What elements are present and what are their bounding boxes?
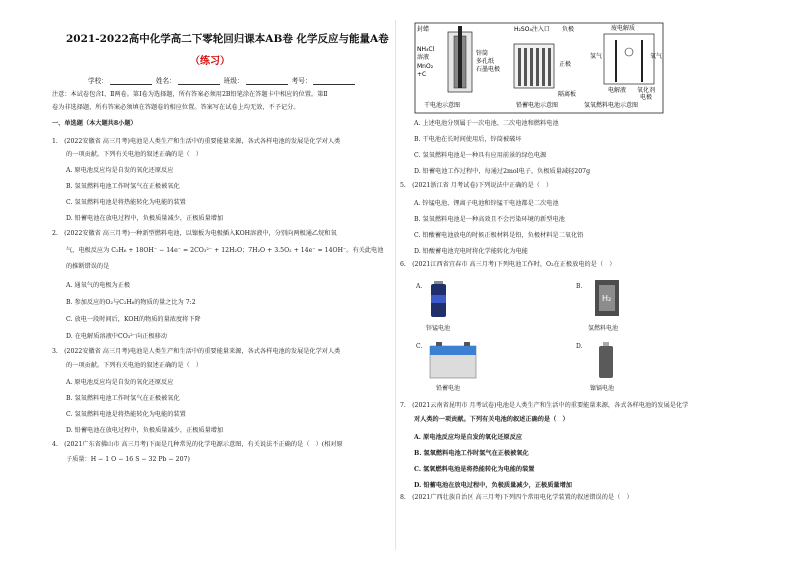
page-subtitle: （练习） bbox=[190, 56, 230, 67]
q7-stem-2: 对人类的一项贡献。下列有关电池的叙述正确的是（ ） bbox=[414, 416, 569, 423]
q1-option-d[interactable]: D. 铅蓄电池在放电过程中，负极质量减少，正极质量增加 bbox=[66, 215, 224, 222]
lead-label-separator: 隔离板 bbox=[558, 91, 577, 98]
exam-no-label: 考号： bbox=[291, 77, 312, 85]
q5-option-c[interactable]: C. 铅酸蓄电池放电的时候正极材料是铅，负极材料是二氧化铅 bbox=[414, 232, 584, 239]
fuel-label-o2: 氧气 bbox=[650, 53, 663, 60]
q6-stem: 6. (2021江西省宜春市 高三月考)下列电池工作时，O₂在正极放电的是（ ） bbox=[400, 261, 616, 268]
q1-option-c[interactable]: C. 氢氧燃料电池是将热能转化为电能的装置 bbox=[66, 199, 186, 206]
fuel-cell-diagram bbox=[584, 24, 662, 109]
q3-option-b[interactable]: B. 氢氧燃料电池工作时氢气在正极被氧化 bbox=[66, 395, 180, 402]
q6-option-c-letter[interactable]: C. bbox=[416, 343, 423, 350]
q6-option-d-letter[interactable]: D. bbox=[576, 343, 583, 350]
q1-option-a[interactable]: A. 原电池反应均是自发的氧化还原反应 bbox=[66, 167, 174, 174]
q5-option-d[interactable]: D. 铅酸蓄电池充电时将化学能转化为电能 bbox=[414, 248, 528, 255]
q3-stem-2: 的一项贡献。下列有关电池的叙述正确的是（ ） bbox=[66, 362, 203, 369]
dry-label-zinc: 锌筒 bbox=[476, 50, 489, 57]
q2-option-a[interactable]: A. 通氧气的电极为正极 bbox=[66, 282, 131, 289]
q5-option-a[interactable]: A. 锌锰电池、锂离子电池和锌锰干电池都是二次电池 bbox=[414, 200, 559, 207]
column-divider bbox=[395, 20, 396, 550]
q3-option-d[interactable]: D. 铅蓄电池在放电过程中，负极质量减少，正极质量增加 bbox=[66, 427, 224, 434]
nickel-cadmium-battery-image bbox=[594, 340, 618, 380]
q5-option-b[interactable]: B. 氢氧燃料电池是一种高效且不会污染环境的新型电池 bbox=[414, 216, 565, 223]
fuel-label-h2: 氢气 bbox=[590, 53, 603, 60]
dry-caption: 干电池示意图 bbox=[424, 102, 461, 109]
q4-stem-2: 子质量：H − 1 O − 16 S − 32 Pb − 207) bbox=[66, 456, 190, 463]
dry-label-paper: 多孔纸 bbox=[476, 58, 495, 65]
school-blank[interactable] bbox=[110, 78, 152, 85]
q6-option-b-letter[interactable]: B. bbox=[576, 283, 583, 290]
zinc-manganese-battery-image bbox=[428, 279, 450, 319]
q7-option-c[interactable]: C. 氢氧燃料电池是将热能转化为电能的装置 bbox=[414, 466, 535, 473]
q7-option-b[interactable]: B. 氢氧燃料电池工作时氢气在正极被氧化 bbox=[414, 450, 529, 457]
fuel-label-waste: 废电解质 bbox=[611, 25, 636, 32]
name-label: 姓名： bbox=[155, 77, 176, 85]
q8-stem: 8. (2021广西壮族自治区 高三月考)下列四个常用电化学装置的叙述错误的是（ ） bbox=[400, 494, 633, 501]
name-blank[interactable] bbox=[178, 78, 220, 85]
q4-option-c[interactable]: C. 氢氧燃料电池是一种具有应用前景的绿色电源 bbox=[414, 152, 547, 159]
q2-option-c[interactable]: C. 放电一段时间后，KOH的物质的量浓度将下降 bbox=[66, 316, 201, 323]
q4-option-a[interactable]: A. 上述电池分别属于一次电池、二次电池和燃料电池 bbox=[414, 120, 559, 127]
dry-label-c: +C bbox=[417, 71, 427, 78]
exam-no-blank[interactable] bbox=[313, 78, 355, 85]
q3-option-c[interactable]: C. 氢氧燃料电池是将热能转化为电能的装置 bbox=[66, 411, 186, 418]
lead-caption: 铅蓄电池示意图 bbox=[516, 102, 559, 109]
fuel-label-electrolyte: 电解液 bbox=[608, 87, 627, 94]
q1-stem-1: 1. (2022安徽省 高三月考)电池是人类生产和生活中的重要能量来源，各式各样电池的发展是化学对人类 bbox=[52, 138, 341, 145]
fuel-caption: 氢氧燃料电池示意图 bbox=[584, 102, 639, 109]
notes-line-2: 卷为非选择题，所有答案必须填在答题卷的相应位置。答案写在试卷上均无效，不予记分。 bbox=[52, 104, 300, 111]
lead-acid-battery-image bbox=[428, 340, 478, 380]
q3-option-a[interactable]: A. 原电池反应均是自发的氧化还原反应 bbox=[66, 379, 174, 386]
svg-text:H₂: H₂ bbox=[602, 294, 612, 303]
q6-option-c-label: 铅蓄电池 bbox=[436, 385, 461, 392]
fuel-label-electrode: 电极 bbox=[640, 94, 653, 101]
q6-option-d-label: 镍镉电池 bbox=[590, 385, 615, 392]
q2-stem-1: 2. (2022安徽省 高三月考)一种新型燃料电池，以镍板为电极插入KOH溶液中，分别向两极通乙烷和氧 bbox=[52, 230, 337, 237]
dry-label-solution: 溶液 bbox=[417, 54, 430, 61]
q6-option-b-label: 氢燃料电池 bbox=[588, 325, 619, 332]
student-info-row bbox=[88, 75, 357, 85]
lead-label-positive: 正极 bbox=[559, 61, 572, 68]
lead-label-inlet: H₂SO₄注入口 bbox=[514, 26, 550, 33]
q1-stem-2: 的一项贡献。下列有关电池的叙述正确的是（ ） bbox=[66, 151, 203, 158]
q2-stem-2: 气，电极反应为 C₂H₆ + 18OH⁻ − 14e⁻ = 2CO₃²⁻ + 12H₂O；7H₂O + 3.5O₂ + 14e⁻ = 14OH⁻。有关此电池 bbox=[66, 247, 384, 254]
lead-battery-diagram bbox=[514, 25, 576, 109]
dry-label-wax: 封蜡 bbox=[417, 26, 430, 33]
q7-option-a[interactable]: A. 原电池反应均是自发的氧化还原反应 bbox=[414, 434, 523, 441]
q4-option-b[interactable]: B. 干电池在长时间使用后，锌筒被破坏 bbox=[414, 136, 522, 143]
q5-stem: 5. (2021浙江省 月考试卷)下列说法中正确的是（ ） bbox=[400, 182, 553, 189]
q2-option-b[interactable]: B. 参加反应的O₂与C₂H₆的物质的量之比为 7:2 bbox=[66, 299, 196, 306]
q4-stem-1: 4. (2021广东省佛山市 高三月考)下面是几种常见的化学电源示意图，有关说法不正确的是（ ）(相对原 bbox=[52, 441, 343, 448]
q4-option-d[interactable]: D. 铅蓄电池工作过程中，每通过2mol电子，负极质量减轻207g bbox=[414, 168, 591, 175]
battery-diagrams bbox=[414, 22, 664, 114]
q6-option-a-letter[interactable]: A. bbox=[416, 283, 423, 290]
class-label: 班级： bbox=[223, 77, 244, 85]
q7-option-d[interactable]: D. 铅蓄电池在放电过程中，负极质量减少，正极质量增加 bbox=[414, 482, 572, 489]
page-title: 2021-2022高中化学高二下零轮回归课本AB卷 化学反应与能量A卷 bbox=[66, 33, 389, 45]
hydrogen-fuel-cell-image bbox=[592, 277, 622, 319]
school-label: 学校： bbox=[88, 77, 108, 85]
dry-cell-diagram bbox=[417, 25, 500, 109]
dry-label-nh4cl: NH₄Cl bbox=[417, 46, 435, 53]
q3-stem-1: 3. (2022安徽省 高三月考)电池是人类生产和生活中的重要能量来源，各式各样电池的发展是化学对人类 bbox=[52, 348, 341, 355]
fuel-label-oxidant: 氧化剂 bbox=[637, 87, 656, 94]
dry-label-graphite: 石墨电极 bbox=[476, 66, 501, 73]
q1-option-b[interactable]: B. 氢氧燃料电池工作时氢气在正极被氧化 bbox=[66, 183, 180, 190]
q7-stem-1: 7. (2021云南省昆明市 月考试卷)电池是人类生产和生活中的重要能量来源，各式各样电池的发展是化学 bbox=[400, 402, 689, 409]
q2-stem-3: 的推断错误的是 bbox=[66, 263, 110, 270]
q2-option-d[interactable]: D. 在电解质溶液中CO₃²⁻向正极移动 bbox=[66, 333, 167, 340]
dry-label-mno2: MnO₂ bbox=[417, 63, 434, 70]
section-heading: 一、单选题（本大题共8小题） bbox=[52, 120, 137, 127]
lead-label-negative: 负极 bbox=[562, 26, 575, 33]
notes-line-1: 注意：本试卷包含Ⅰ、Ⅱ两卷。第Ⅰ卷为选择题，所有答案必须用2B铅笔涂在答题卡中相应的位置。第Ⅱ bbox=[52, 91, 328, 98]
class-blank[interactable] bbox=[246, 78, 288, 85]
q6-option-a-label: 锌锰电池 bbox=[426, 325, 451, 332]
